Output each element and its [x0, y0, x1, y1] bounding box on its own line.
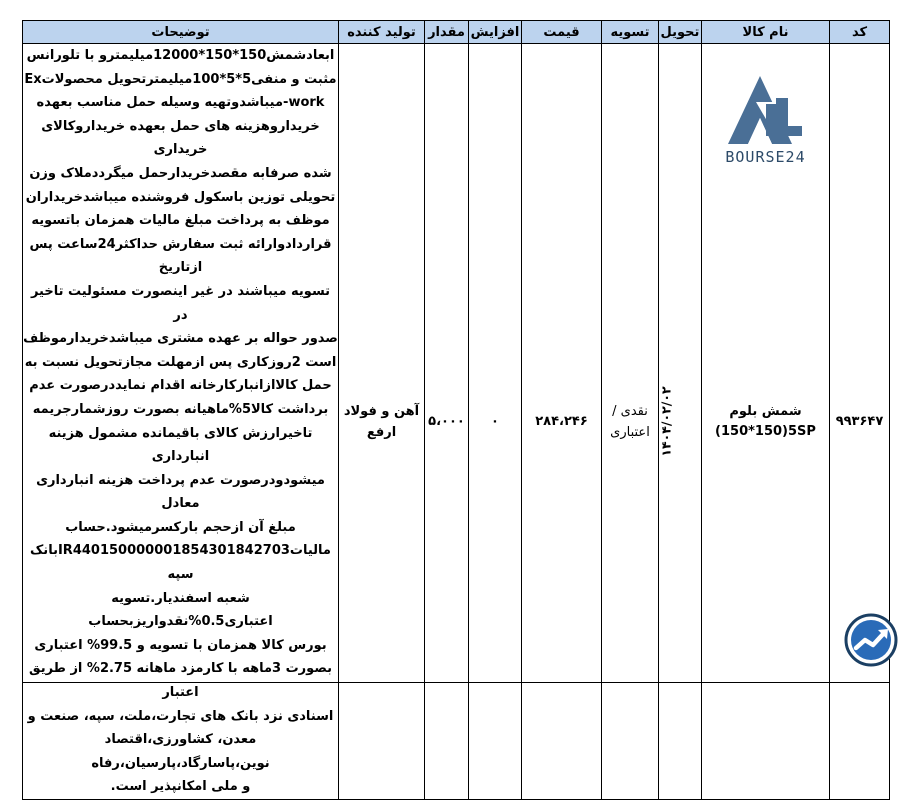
header-settlement: تسویه: [602, 21, 659, 44]
cell-name: [702, 44, 830, 800]
description-line: اسنادی نزد بانک های تجارت،ملت، سپه، صنعت و: [27, 708, 334, 724]
delivery-date: ۱۴۰۴/۰۲/۰۲: [658, 385, 674, 457]
producer-line2: ارفع: [366, 424, 397, 440]
commodity-table: [22, 20, 890, 800]
description-line: میشودودرصورت عدم پرداخت هزینه انبارداری معادل: [36, 472, 325, 512]
product-name: شمش بلوم: [729, 403, 802, 419]
producer-line1: آهن و فولاد: [343, 403, 420, 419]
cell-quantity: ۵،۰۰۰: [425, 44, 469, 800]
description-line: حمل کالاازانبارکارخانه اقدام نمایددرصورت عدم: [29, 378, 332, 394]
header-row: [23, 21, 890, 44]
header-producer: تولید کننده: [339, 21, 425, 44]
description-line: تحویلی توزین باسکول فروشنده میباشدخریداران: [25, 189, 336, 205]
product-spec: (150*150)5SP: [715, 423, 816, 439]
trend-chart-icon[interactable]: [843, 612, 899, 668]
cell-delivery: [659, 44, 702, 800]
description-line: بصورت 3ماهه با کارمزد ماهانه 2.75% از طریق اعتبار: [28, 661, 333, 701]
description-line: تاخیرارزش کالای باقیمانده مشمول هزینه انبارداری: [48, 425, 313, 465]
description-line: مثبت و منفی5*5*100میلیمترتحویل محصولاتEx: [24, 71, 337, 87]
description-line: قراردادوارائه ثبت سفارش حداکثر24ساعت پس ازتاریخ: [29, 236, 332, 276]
header-code: کد: [830, 21, 890, 44]
table-row: [23, 44, 890, 800]
description-line: موظف به پرداخت مبلغ مالیات همزمان باتسویه: [31, 213, 330, 229]
description-line: صدور حواله بر عهده مشتری میباشدخریدارموظف: [23, 331, 338, 347]
description-line: شعبه اسفندیار.تسویه اعتباری0.5%نقدواریزبحساب: [88, 590, 273, 630]
description-line: معدن، کشاورزی،اقتصاد نوین،پاسارگاد،پارسیان،رفاه: [91, 732, 270, 771]
cell-description: [23, 44, 339, 800]
header-description: توضیحات: [23, 21, 339, 44]
cell-increase: ۰: [469, 44, 522, 800]
bourse24-logo-mark: [726, 74, 806, 146]
description-line: بورس کالا همزمان با تسویه و 99.5% اعتباری: [34, 637, 327, 653]
description-line: مالیاتIR440150000001854301842703بانک سپه: [30, 543, 331, 583]
header-price: قیمت: [522, 21, 602, 44]
description-line: ابعادشمش150*150*12000میلیمترو با تلورانس: [26, 48, 335, 63]
cell-producer: [339, 44, 425, 800]
bottom-divider: [22, 682, 889, 683]
description-line: برداشت کالا5%ماهیانه بصورت روزشمارجریمه: [32, 401, 329, 417]
settlement-line1: نقدی /: [612, 403, 648, 419]
cell-price: ۲۸۴،۲۴۶: [522, 44, 602, 800]
header-name: نام کالا: [702, 21, 830, 44]
description-line: تسویه میباشند در غیر اینصورت مسئولیت تاخیر در: [30, 283, 331, 323]
settlement-line2: اعتباری: [610, 424, 650, 440]
logo-text: BOURSE24: [725, 148, 806, 166]
description-line: و ملی امکانپذیر است.: [110, 779, 251, 795]
header-quantity: مقدار: [425, 21, 469, 44]
description-line: است 2روزکاری پس ازمهلت مجازتحویل نسبت به: [24, 354, 337, 370]
description-line: work-میباشدوتهیه وسیله حمل مناسب بعهده: [36, 95, 325, 111]
cell-code: ۹۹۳۶۴۷: [830, 44, 890, 800]
bourse24-logo: [702, 74, 829, 166]
description-line: شده صرفابه مقصدخریدارحمل میگرددملاک وزن: [29, 165, 332, 181]
header-increase: افزایش: [469, 21, 522, 44]
description-line: خریداروهزینه های حمل بعهده خریداروکالای خریداری: [41, 118, 320, 158]
header-delivery: تحویل: [659, 21, 702, 44]
description-line: مبلغ آن ازحجم بارکسرمیشود.حساب: [65, 519, 296, 535]
